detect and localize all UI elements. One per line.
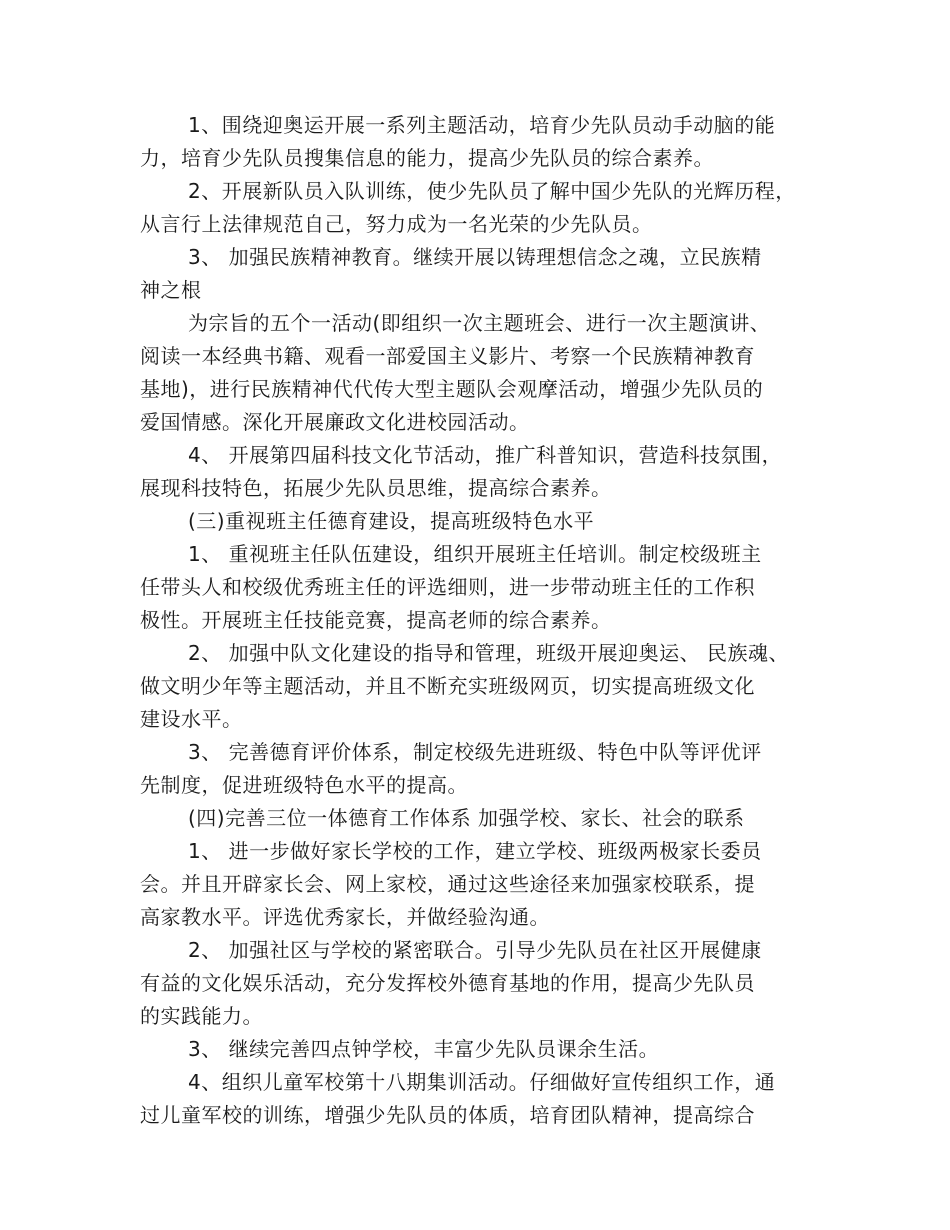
paragraph-line: 从言行上法律规范自己，努力成为一名光荣的少先队员。 [140,212,653,236]
paragraph-line: 力，培育少先队员搜集信息的能力，提高少先队员的综合素养。 [140,146,714,170]
section-heading: (三)重视班主任德育建设，提高班级特色水平 [188,509,595,533]
paragraph-line: 过儿童军校的训练，增强少先队员的体质，培育团队精神，提高综合 [140,1103,755,1127]
paragraph-line: 阅读一本经典书籍、观看一部爱国主义影片、考察一个民族精神教育 [140,344,755,368]
paragraph-line: 为宗旨的五个一活动(即组织一次主题班会、进行一次主题演讲、 [188,311,771,335]
paragraph-line: 神之根 [140,278,202,302]
section-heading: (四)完善三位一体德育工作体系 加强学校、家长、社会的联系 [188,806,745,830]
paragraph-line: 展现科技特色，拓展少先队员思维，提高综合素养。 [140,476,612,500]
paragraph-line: 3、 加强民族精神教育。继续开展以铸理想信念之魂，立民族精 [188,245,762,269]
paragraph-line: 的实践能力。 [140,1004,263,1028]
paragraph-line: 高家教水平。评选优秀家长，并做经验沟通。 [140,905,550,929]
paragraph-line: 1、 进一步做好家长学校的工作，建立学校、班级两极家长委员 [188,839,762,863]
paragraph-line: 4、组织儿童军校第十八期集训活动。仔细做好宣传组织工作，通 [188,1070,776,1094]
paragraph-line: 3、 完善德育评价体系，制定校级先进班级、特色中队等评优评 [188,740,762,764]
paragraph-line: 3、 继续完善四点钟学校，丰富少先队员课余生活。 [188,1037,660,1061]
paragraph-line: 2、 加强中队文化建设的指导和管理，班级开展迎奥运、 民族魂、 [188,641,789,665]
paragraph-line: 1、围绕迎奥运开展一系列主题活动，培育少先队员动手动脑的能 [188,113,776,137]
paragraph-line: 任带头人和校级优秀班主任的评选细则，进一步带动班主任的工作积 [140,575,755,599]
paragraph-line: 2、 加强社区与学校的紧密联合。引导少先队员在社区开展健康 [188,938,762,962]
paragraph-line: 有益的文化娱乐活动，充分发挥校外德育基地的作用，提高少先队员 [140,971,755,995]
paragraph-line: 1、 重视班主任队伍建设，组织开展班主任培训。制定校级班主 [188,542,762,566]
paragraph-line: 爱国情感。深化开展廉政文化进校园活动。 [140,410,530,434]
paragraph-line: 2、开展新队员入队训练，使少先队员了解中国少先队的光辉历程， [188,179,796,203]
paragraph-line: 会。并且开辟家长会、网上家校，通过这些途径来加强家校联系，提 [140,872,755,896]
paragraph-line: 4、 开展第四届科技文化节活动，推广科普知识，营造科技氛围， [188,443,783,467]
paragraph-line: 做文明少年等主题活动，并且不断充实班级网页，切实提高班级文化 [140,674,755,698]
paragraph-line: 基地)，进行民族精神代代传大型主题队会观摩活动，增强少先队员的 [140,377,764,401]
paragraph-line: 先制度，促进班级特色水平的提高。 [140,773,468,797]
paragraph-line: 极性。开展班主任技能竞赛，提高老师的综合素养。 [140,608,612,632]
paragraph-line: 建设水平。 [140,707,243,731]
